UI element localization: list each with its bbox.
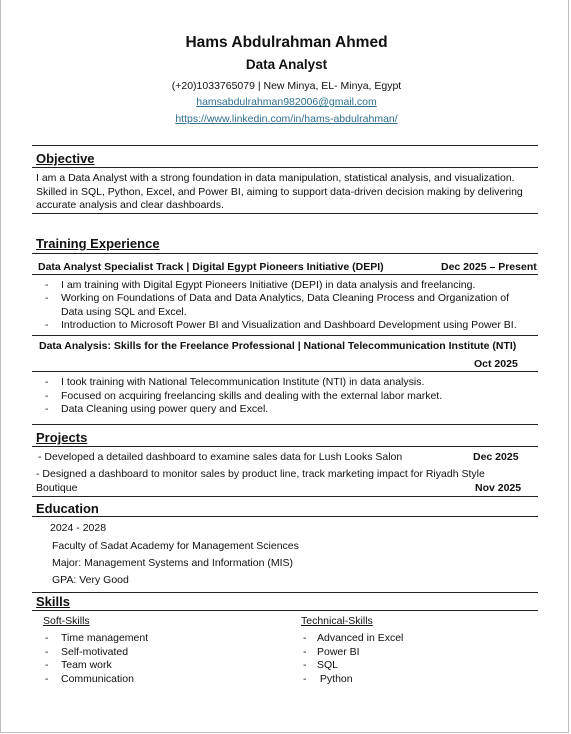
- education-years: 2024 - 2028: [50, 522, 107, 534]
- divider: [32, 424, 538, 425]
- education-faculty: Faculty of Sadat Academy for Management Sciences: [52, 540, 299, 552]
- education-gpa: GPA: Very Good: [52, 574, 129, 586]
- project-item: - Developed a detailed dashboard to examine sales data for Lush Looks Salon: [38, 451, 403, 463]
- section-title-training: Training Experience: [36, 236, 160, 251]
- technical-skills-heading: Technical-Skills: [301, 615, 373, 627]
- divider: [32, 516, 538, 517]
- training-date: Dec 2025 – Present: [441, 261, 537, 273]
- divider: [32, 145, 538, 146]
- divider: [32, 496, 538, 497]
- divider: [32, 213, 538, 214]
- resume-page: Hams Abdulrahman Ahmed Data Analyst (+20)1033765079 | New Minya, EL- Minya, Egypt hamsabdulrahman982006@gmail.com https://www.linkedin.com/in/hams-abdulrahman/ Objective I am a Data Analyst with a strong foundation in data manipulation, statistical analysis, and visualization. Skilled in SQL, Python, Excel, and Power BI, aiming to support data-driven decision making by delivering accurate analysis and clear dashboards. Training Experience Data Analyst Specialist Track | Digital Egypt Pioneers Initiative (DEPI) Dec 2025 – Present - I am training with Digital Egypt Pioneers Initiative (DEPI) in data analysis and freelancing. - Working on Foundations of Data and Data Analytics, Data Cleaning Process and Organization of Data using SQL and Excel. - Introduction to Microsoft Power BI and Visualization and Dashboard Development using Power BI. Data Analysis: Skills for the Freelance Professional | National Telecommunication Institute (NTI) Oct 2025 - I took training with National Telecommunication Institute (NTI) in data analysis. - Focused on acquiring freelancing skills and dealing with the external labor market. - Data Cleaning using power query and Excel. Projects - Developed a detailed dashboard to examine sales data for Lush Looks Salon Dec 2025 - Designed a dashboard to monitor sales by product line, track marketing impact for Riyadh Style Boutique Nov 2025 Education 2024 - 2028 Faculty of Sadat Academy for Management Sciences Major: Management Systems and Information (MIS) GPA: Very Good Skills Soft-Skills - Time management - Self-motivated - Team work - Communication Technical-Skills - Advanced in Excel - Power BI - SQL - Python: [0, 0, 569, 733]
- divider: [32, 592, 538, 593]
- project-date: Dec 2025: [473, 451, 519, 463]
- education-major: Major: Management Systems and Information (MIS): [52, 557, 294, 569]
- project-item-continuation: Boutique: [36, 482, 78, 494]
- training-date: Oct 2025: [474, 358, 518, 370]
- section-title-projects: Projects: [36, 430, 88, 445]
- objective-line: Skilled in SQL, Python, Excel, and Power BI, aiming to support data-driven decision making by delivering: [36, 186, 523, 198]
- objective-line: accurate analysis and clear dashboards.: [36, 199, 224, 211]
- divider: [32, 167, 538, 168]
- section-title-objective: Objective: [36, 151, 95, 166]
- divider: [32, 335, 538, 336]
- linkedin-link[interactable]: https://www.linkedin.com/in/hams-abdulrahman/: [175, 113, 398, 125]
- divider: [32, 446, 538, 447]
- divider: [32, 610, 538, 611]
- project-item: - Designed a dashboard to monitor sales by product line, track marketing impact for Riyadh Style: [36, 468, 485, 480]
- training-heading: Data Analysis: Skills for the Freelance Professional | National Telecommunication Institute (NTI): [39, 340, 517, 352]
- divider: [32, 274, 538, 275]
- contact-line: (+20)1033765079 | New Minya, EL- Minya, Egypt: [171, 80, 402, 92]
- candidate-name: Hams Abdulrahman Ahmed: [185, 34, 388, 51]
- divider: [32, 371, 538, 372]
- objective-line: I am a Data Analyst with a strong foundation in data manipulation, statistical analysis, and visualization.: [36, 172, 515, 184]
- section-title-skills: Skills: [36, 594, 70, 609]
- divider: [32, 253, 538, 254]
- email-link[interactable]: hamsabdulrahman982006@gmail.com: [196, 96, 377, 108]
- soft-skills-heading: Soft-Skills: [43, 615, 90, 627]
- project-date: Nov 2025: [475, 482, 522, 494]
- candidate-role: Data Analyst: [245, 57, 328, 72]
- training-heading: Data Analyst Specialist Track | Digital Egypt Pioneers Initiative (DEPI): [38, 261, 384, 273]
- section-title-education: Education: [36, 501, 99, 516]
